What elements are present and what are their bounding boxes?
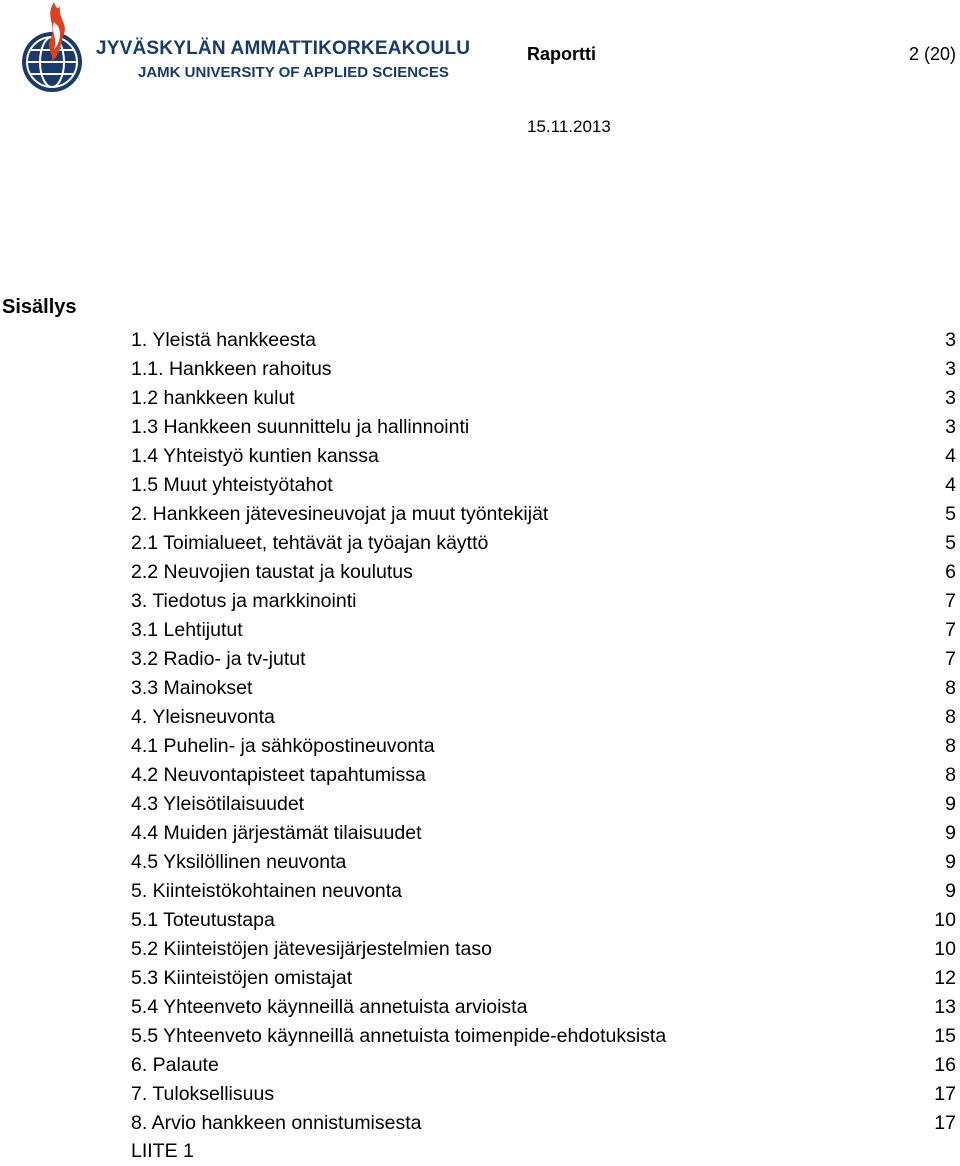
toc-entry[interactable] <box>131 645 956 674</box>
toc-entry[interactable] <box>131 413 956 442</box>
toc-entry-page: 3 <box>945 329 956 351</box>
toc-entry-label: 4.4 Muiden järjestämät tilaisuudet <box>131 822 422 844</box>
toc-entry-page: 10 <box>934 938 956 960</box>
org-name-english: JAMK UNIVERSITY OF APPLIED SCIENCES <box>138 64 449 81</box>
toc-entry[interactable] <box>131 558 956 587</box>
toc-entry-label: 4. Yleisneuvonta <box>131 706 275 728</box>
toc-entry-page: 8 <box>945 677 956 699</box>
toc-entry[interactable] <box>131 935 956 964</box>
toc-entry-label: 5.3 Kiinteistöjen omistajat <box>131 967 353 989</box>
toc-entry[interactable] <box>131 355 956 384</box>
toc-entry[interactable] <box>131 790 956 819</box>
toc-entry[interactable] <box>131 1022 956 1051</box>
toc-entry-page: 12 <box>934 967 956 989</box>
org-name: JYVÄSKYLÄN AMMATTIKORKEAKOULU <box>96 38 471 59</box>
toc-entry-label: 2. Hankkeen jätevesineuvojat ja muut työntekijät <box>131 503 549 525</box>
toc-entry[interactable] <box>131 732 956 761</box>
toc-entry-label: 3.2 Radio- ja tv-jutut <box>131 648 306 670</box>
toc-entry[interactable] <box>131 674 956 703</box>
toc-entry-page: 8 <box>945 706 956 728</box>
toc-entry[interactable] <box>131 848 956 877</box>
toc-entry-label: 6. Palaute <box>131 1054 219 1076</box>
toc-entry-label: 4.3 Yleisötilaisuudet <box>131 793 305 815</box>
toc-title: Sisällys <box>2 296 77 318</box>
toc-entry[interactable] <box>131 442 956 471</box>
toc-entry-page: 3 <box>945 416 956 438</box>
toc-entry-label: 1. Yleistä hankkeesta <box>131 329 317 351</box>
page-number: 2 (20) <box>908 44 956 64</box>
toc-entry-label: 1.5 Muut yhteistyötahot <box>131 474 333 496</box>
jamk-logo-icon <box>10 0 90 100</box>
toc-entry-page: 10 <box>934 909 956 931</box>
toc-entry-label: 8. Arvio hankkeen onnistumisesta <box>131 1112 422 1134</box>
toc-entry-page: 17 <box>934 1112 956 1134</box>
page-header <box>0 0 960 136</box>
toc-entry[interactable] <box>131 326 956 355</box>
toc-entry-label: 4.1 Puhelin- ja sähköpostineuvonta <box>131 735 435 757</box>
toc-entry-page: 5 <box>945 503 956 525</box>
toc-entry-page: 7 <box>945 619 956 641</box>
toc-entry-page: 13 <box>934 996 956 1018</box>
toc-entry[interactable] <box>131 384 956 413</box>
toc-entry-label: 1.1. Hankkeen rahoitus <box>131 358 332 380</box>
toc-entry-page: 4 <box>945 445 956 467</box>
toc-entry-label: 5.2 Kiinteistöjen jätevesijärjestelmien taso <box>131 938 492 960</box>
toc-entry-page: 15 <box>934 1025 956 1047</box>
toc-entry-page: 16 <box>934 1054 956 1076</box>
toc-entry[interactable] <box>131 587 956 616</box>
toc-entry[interactable] <box>131 906 956 935</box>
toc-entry-page: 6 <box>945 561 956 583</box>
toc-entry[interactable] <box>131 993 956 1022</box>
toc-entry[interactable] <box>131 616 956 645</box>
appendix-label: LIITE 1 <box>131 1140 194 1162</box>
toc-entry-label: 1.2 hankkeen kulut <box>131 387 295 409</box>
toc-entry-page: 8 <box>945 735 956 757</box>
toc-entry-label: 5.4 Yhteenveto käynneillä annetuista arvioista <box>131 996 528 1018</box>
toc-entry-label: 4.5 Yksilöllinen neuvonta <box>131 851 347 873</box>
document-type: Raportti <box>527 44 596 64</box>
toc-entry-label: 2.1 Toimialueet, tehtävät ja työajan käyttö <box>131 532 489 554</box>
toc-entry-label: 5.5 Yhteenveto käynneillä annetuista toimenpide-ehdotuksista <box>131 1025 667 1047</box>
toc-entry-page: 3 <box>945 387 956 409</box>
toc-entry-page: 7 <box>945 648 956 670</box>
toc-entry-label: 5.1 Toteutustapa <box>131 909 275 931</box>
toc-entry[interactable] <box>131 1051 956 1080</box>
toc-entry[interactable] <box>131 877 956 906</box>
toc-entry-page: 9 <box>945 793 956 815</box>
toc-entry-page: 8 <box>945 764 956 786</box>
toc-entry-page: 17 <box>934 1083 956 1105</box>
toc-entry-label: 2.2 Neuvojien taustat ja koulutus <box>131 561 413 583</box>
toc-entry[interactable] <box>131 761 956 790</box>
toc-entry-page: 5 <box>945 532 956 554</box>
toc-entry[interactable] <box>131 819 956 848</box>
toc-entry-label: 7. Tuloksellisuus <box>131 1083 275 1105</box>
toc-entry-label: 1.3 Hankkeen suunnittelu ja hallinnointi <box>131 416 470 438</box>
toc-entry-label: 1.4 Yhteistyö kuntien kanssa <box>131 445 379 467</box>
toc-entry[interactable] <box>131 703 956 732</box>
toc-entry-page: 9 <box>945 822 956 844</box>
toc-entry[interactable] <box>131 1080 956 1109</box>
toc-entry-label: 3.3 Mainokset <box>131 677 253 699</box>
toc-entry-page: 7 <box>945 590 956 612</box>
toc-entry[interactable] <box>131 471 956 500</box>
toc-entry[interactable] <box>131 1109 956 1138</box>
toc-entry-label: 4.2 Neuvontapisteet tapahtumissa <box>131 764 426 786</box>
toc-entry-label: 3.1 Lehtijutut <box>131 619 243 641</box>
document-date: 15.11.2013 <box>527 117 611 136</box>
toc-entry-label: 3. Tiedotus ja markkinointi <box>131 590 357 612</box>
toc-entry-page: 4 <box>945 474 956 496</box>
toc-entry-page: 9 <box>945 851 956 873</box>
table-of-contents <box>131 326 956 1138</box>
toc-entry[interactable] <box>131 964 956 993</box>
toc-entry-label: 5. Kiinteistökohtainen neuvonta <box>131 880 403 902</box>
toc-entry-page: 9 <box>945 880 956 902</box>
toc-entry[interactable] <box>131 529 956 558</box>
toc-entry-page: 3 <box>945 358 956 380</box>
toc-entry[interactable] <box>131 500 956 529</box>
